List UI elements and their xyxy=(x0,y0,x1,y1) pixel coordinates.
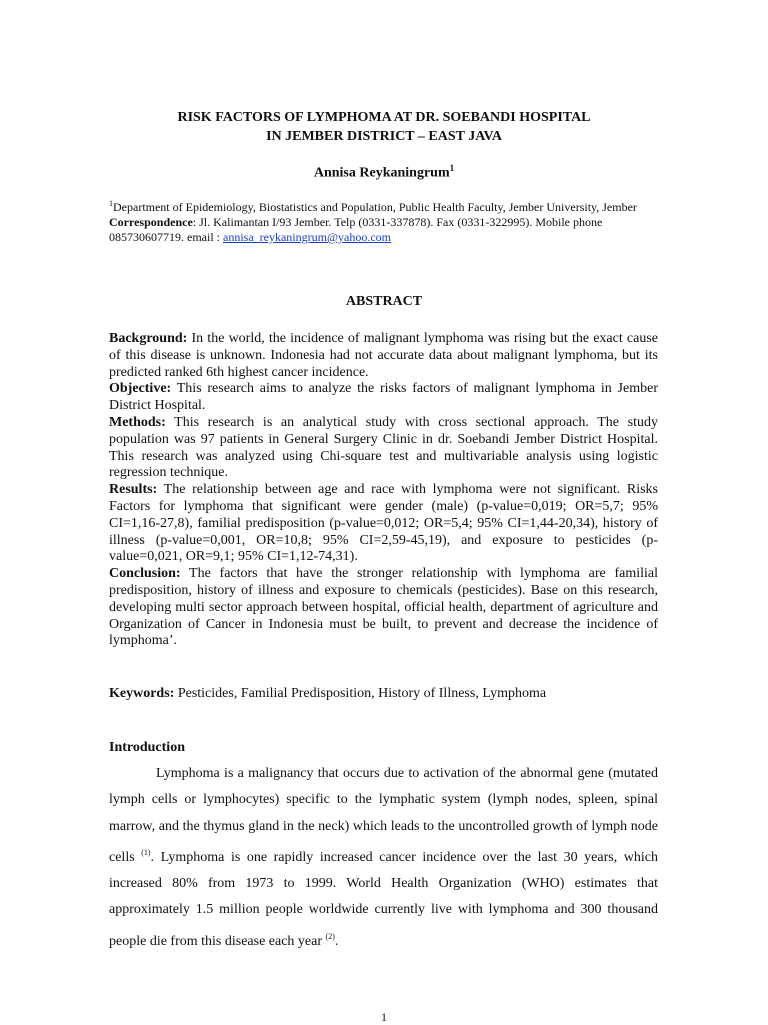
keywords-text: Pesticides, Familial Predisposition, History of Illness, Lymphoma xyxy=(174,686,547,701)
background-label: Background: xyxy=(109,331,188,346)
results-label: Results: xyxy=(109,482,158,498)
intro-text-3: . xyxy=(334,933,339,949)
keywords-label: Keywords: xyxy=(109,686,175,701)
conclusion-text: The factors that have the stronger relationship with lymphoma are familial predisposition, history of illness and exposure to chemicals (pesticides). Base on this research, developing multi sector approach between hospital, official health, department of agriculture and Organization of Cancer in Indonesia must be built, to prevent and decrease the incidence of lymphoma’. xyxy=(109,566,658,649)
keywords xyxy=(109,685,658,702)
abstract-objective xyxy=(109,381,658,415)
affiliation-mark: 1 xyxy=(109,199,113,208)
abstract-heading: ABSTRACT xyxy=(345,294,423,309)
intro-text-1: Lymphoma is a malignancy that occurs due to activation of the abnormal gene (mutated lymph cells or lymphocytes) specific to the lymphatic system (lymph nodes, spleen, spinal marrow, and the thymus gland in the neck) which leads to the uncontrolled growth of lymph node cells xyxy=(109,766,658,865)
conclusion-label: Conclusion: xyxy=(109,566,181,582)
methods-text: This research is an analytical study with cross sectional approach. The study population was 97 patients in General Surgery Clinic in dr. Soebandi Jember District Hospital. This research was analyzed using Chi-square test and multivariable analysis using logistic regression technique. xyxy=(109,414,658,481)
title-line-2: IN JEMBER DISTRICT – EAST JAVA xyxy=(266,129,502,144)
objective-label: Objective: xyxy=(109,381,172,397)
page-number: 1 xyxy=(381,1010,387,1024)
background-text: In the world, the incidence of malignant lymphoma was rising but the exact cause of this disease is unknown. Indonesia had not accurate data about malignant lymphoma, but its predicted ranked 6th highest cancer incidence. xyxy=(109,331,658,380)
objective-text: This research aims to analyze the risks factors of malignant lymphoma in Jember District Hospital. xyxy=(109,381,658,414)
abstract-methods xyxy=(109,415,658,482)
abstract-background xyxy=(109,331,658,381)
author-affiliation-mark: 1 xyxy=(449,163,455,173)
email-link[interactable]: annisa_reykaningrum@yahoo.com xyxy=(223,230,392,244)
affiliation-block xyxy=(109,196,654,245)
introduction-paragraph xyxy=(109,761,658,955)
correspondence-label: Correspondence xyxy=(109,215,193,229)
results-text: The relationship between age and race with lymphoma were not significant. Risks Factors for lymphoma that significant were gender (male) (p-value=0,019; OR=5,7; 95% CI=1,16-27,8), familial predisposition (p-value=0,012; OR=5,4; 95% CI=1,44-20,34), history of illness (p-value=0,001, OR=10,8; 95% CI=2,59-45,19), and exposure to pesticides (p-value=0,021, OR=9,1; 95% CI=1,12-74,31). xyxy=(109,482,658,565)
intro-text-2: . Lymphoma is one rapidly increased cancer incidence over the last 30 years, which increased 80% from 1973 to 1999. World Health Organization (WHO) estimates that approximately 1.5 million people worldwide currently live with lymphoma and 300 thousand people die from this disease each year xyxy=(109,849,658,949)
citation-1: (1) xyxy=(141,847,151,857)
introduction-heading: Introduction xyxy=(109,740,185,755)
correspondence-text: : Jl. Kalimantan I/93 Jember. Telp (0331-337878). Fax (0331-322995). Mobile phone 085730607719. email : xyxy=(109,215,603,244)
methods-label: Methods: xyxy=(109,414,166,430)
citation-2: (2) xyxy=(325,931,335,941)
abstract-results xyxy=(109,482,658,566)
abstract-body xyxy=(109,331,658,650)
abstract-conclusion xyxy=(109,566,658,650)
affiliation-department: Department of Epidemiology, Biostatistics and Population, Public Health Faculty, Jember University, Jember xyxy=(113,200,637,214)
author-name-text: Annisa Reykaningrum xyxy=(313,165,450,181)
author-name xyxy=(0,163,768,182)
title-line-1: RISK FACTORS OF LYMPHOMA AT DR. SOEBANDI HOSPITAL xyxy=(177,110,591,125)
paper-title xyxy=(0,108,768,146)
